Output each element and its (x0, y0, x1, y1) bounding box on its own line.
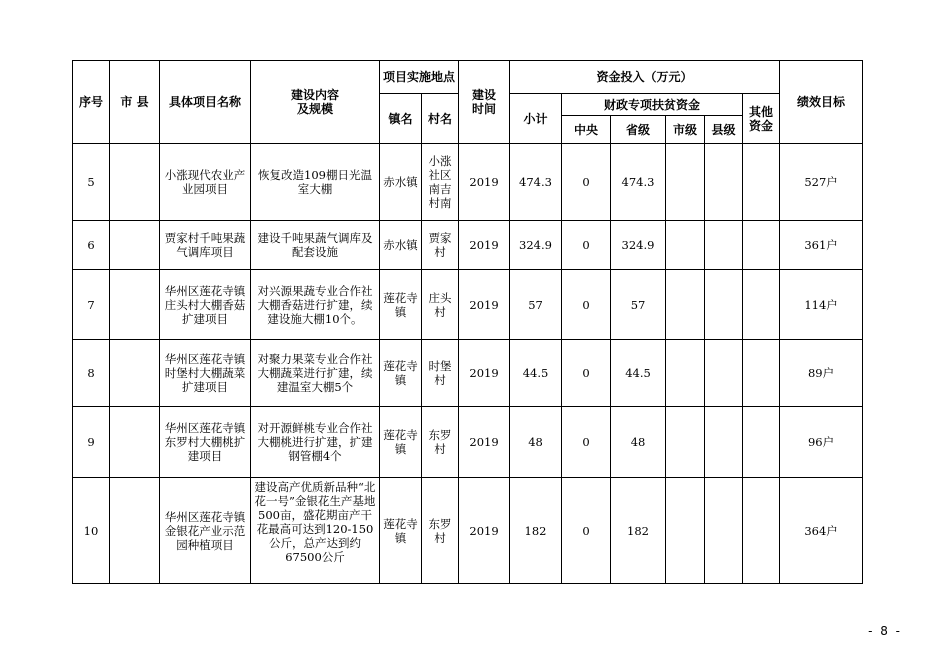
row-municipal (666, 407, 705, 478)
row-target: 96户 (780, 407, 863, 478)
row-seq: 5 (73, 144, 110, 221)
row-central: 0 (562, 144, 611, 221)
row-central: 0 (562, 478, 611, 584)
row-municipal (666, 340, 705, 407)
row-content-text: 建设高产优质新品种“北花一号”金银花生产基地500亩，盛花期亩产干花最高可达到120-150公斤，总产达到约67500公斤 (254, 480, 376, 564)
row-municipal (666, 221, 705, 270)
row-other-fund (743, 340, 780, 407)
row-subtotal: 57 (510, 270, 562, 340)
row-municipal (666, 270, 705, 340)
row-city-county (110, 407, 160, 478)
row-town: 莲花寺镇 (380, 340, 422, 407)
row-subtotal: 44.5 (510, 340, 562, 407)
header-location: 项目实施地点 (380, 61, 459, 94)
row-town: 莲花寺镇 (380, 478, 422, 584)
header-target: 绩效目标 (780, 61, 863, 144)
row-municipal (666, 144, 705, 221)
row-content: 对聚力果菜专业合作社大棚蔬菜进行扩建，续建温室大棚5个 (251, 340, 380, 407)
row-county (705, 478, 743, 584)
header-municipal: 市级 (666, 116, 705, 144)
row-project-name: 华州区莲花寺镇金银花产业示范园种植项目 (160, 478, 251, 584)
header-city-county: 市 县 (110, 61, 160, 144)
row-subtotal: 48 (510, 407, 562, 478)
row-year: 2019 (459, 478, 510, 584)
row-other-fund (743, 144, 780, 221)
header-county: 县级 (705, 116, 743, 144)
header-central: 中央 (562, 116, 611, 144)
row-other-fund (743, 478, 780, 584)
row-town: 莲花寺镇 (380, 407, 422, 478)
header-build-time: 建设时间 (459, 61, 510, 144)
row-project-name: 贾家村千吨果蔬气调库项目 (160, 221, 251, 270)
row-year: 2019 (459, 221, 510, 270)
row-target: 114户 (780, 270, 863, 340)
row-seq: 8 (73, 340, 110, 407)
row-other-fund (743, 270, 780, 340)
row-year: 2019 (459, 270, 510, 340)
row-other-fund (743, 407, 780, 478)
row-other-fund (743, 221, 780, 270)
row-provincial: 48 (611, 407, 666, 478)
row-provincial: 474.3 (611, 144, 666, 221)
project-table (72, 60, 863, 584)
row-municipal (666, 478, 705, 584)
row-city-county (110, 270, 160, 340)
header-project-name: 具体项目名称 (160, 61, 251, 144)
row-central: 0 (562, 270, 611, 340)
row-village: 庄头村 (422, 270, 459, 340)
header-provincial: 省级 (611, 116, 666, 144)
row-county (705, 144, 743, 221)
row-subtotal: 474.3 (510, 144, 562, 221)
row-town: 莲花寺镇 (380, 270, 422, 340)
row-seq: 6 (73, 221, 110, 270)
header-fund-input: 资金投入（万元） (510, 61, 780, 94)
row-provincial: 324.9 (611, 221, 666, 270)
row-project-name: 华州区莲花寺镇东罗村大棚桃扩建项目 (160, 407, 251, 478)
header-content: 建设内容 及规模 (251, 61, 380, 144)
header-subtotal: 小计 (510, 94, 562, 144)
row-target: 527户 (780, 144, 863, 221)
header-village: 村名 (422, 94, 459, 144)
header-seq: 序号 (73, 61, 110, 144)
row-project-name: 华州区莲花寺镇时堡村大棚蔬菜扩建项目 (160, 340, 251, 407)
row-town: 赤水镇 (380, 221, 422, 270)
row-city-county (110, 478, 160, 584)
row-year: 2019 (459, 144, 510, 221)
project-table-sheet (72, 60, 862, 584)
row-central: 0 (562, 221, 611, 270)
row-year: 2019 (459, 407, 510, 478)
row-seq: 9 (73, 407, 110, 478)
header-town: 镇名 (380, 94, 422, 144)
row-seq: 10 (73, 478, 110, 584)
row-county (705, 221, 743, 270)
row-target: 89户 (780, 340, 863, 407)
row-central: 0 (562, 340, 611, 407)
row-project-name: 华州区莲花寺镇庄头村大棚香菇扩建项目 (160, 270, 251, 340)
row-village: 东罗村 (422, 407, 459, 478)
row-content (251, 478, 380, 584)
row-city-county (110, 221, 160, 270)
row-city-county (110, 340, 160, 407)
table-row (73, 221, 863, 270)
row-county (705, 407, 743, 478)
row-year: 2019 (459, 340, 510, 407)
row-content: 对开源鲜桃专业合作社大棚桃进行扩建，扩建钢管棚4个 (251, 407, 380, 478)
row-provincial: 44.5 (611, 340, 666, 407)
header-other-fund: 其他资金 (743, 94, 780, 144)
row-content: 对兴源果蔬专业合作社大棚香菇进行扩建，续建设施大棚10个。 (251, 270, 380, 340)
row-subtotal: 324.9 (510, 221, 562, 270)
header-fiscal-fund: 财政专项扶贫资金 (562, 94, 743, 116)
table-row (73, 144, 863, 221)
row-village: 时堡村 (422, 340, 459, 407)
row-central: 0 (562, 407, 611, 478)
table-row (73, 270, 863, 340)
row-provincial: 57 (611, 270, 666, 340)
row-village: 东罗村 (422, 478, 459, 584)
row-target: 361户 (780, 221, 863, 270)
row-village: 贾家村 (422, 221, 459, 270)
row-project-name: 小涨现代农业产业园项目 (160, 144, 251, 221)
row-provincial: 182 (611, 478, 666, 584)
table-row (73, 340, 863, 407)
row-county (705, 270, 743, 340)
row-city-county (110, 144, 160, 221)
row-target: 364户 (780, 478, 863, 584)
row-subtotal: 182 (510, 478, 562, 584)
row-content: 恢复改造109棚日光温室大棚 (251, 144, 380, 221)
table-row (73, 478, 863, 584)
row-village: 小涨社区南吉村南 (422, 144, 459, 221)
row-seq: 7 (73, 270, 110, 340)
table-row (73, 407, 863, 478)
row-county (705, 340, 743, 407)
page-number: - 8 - (868, 624, 902, 638)
row-content: 建设千吨果蔬气调库及配套设施 (251, 221, 380, 270)
row-town: 赤水镇 (380, 144, 422, 221)
